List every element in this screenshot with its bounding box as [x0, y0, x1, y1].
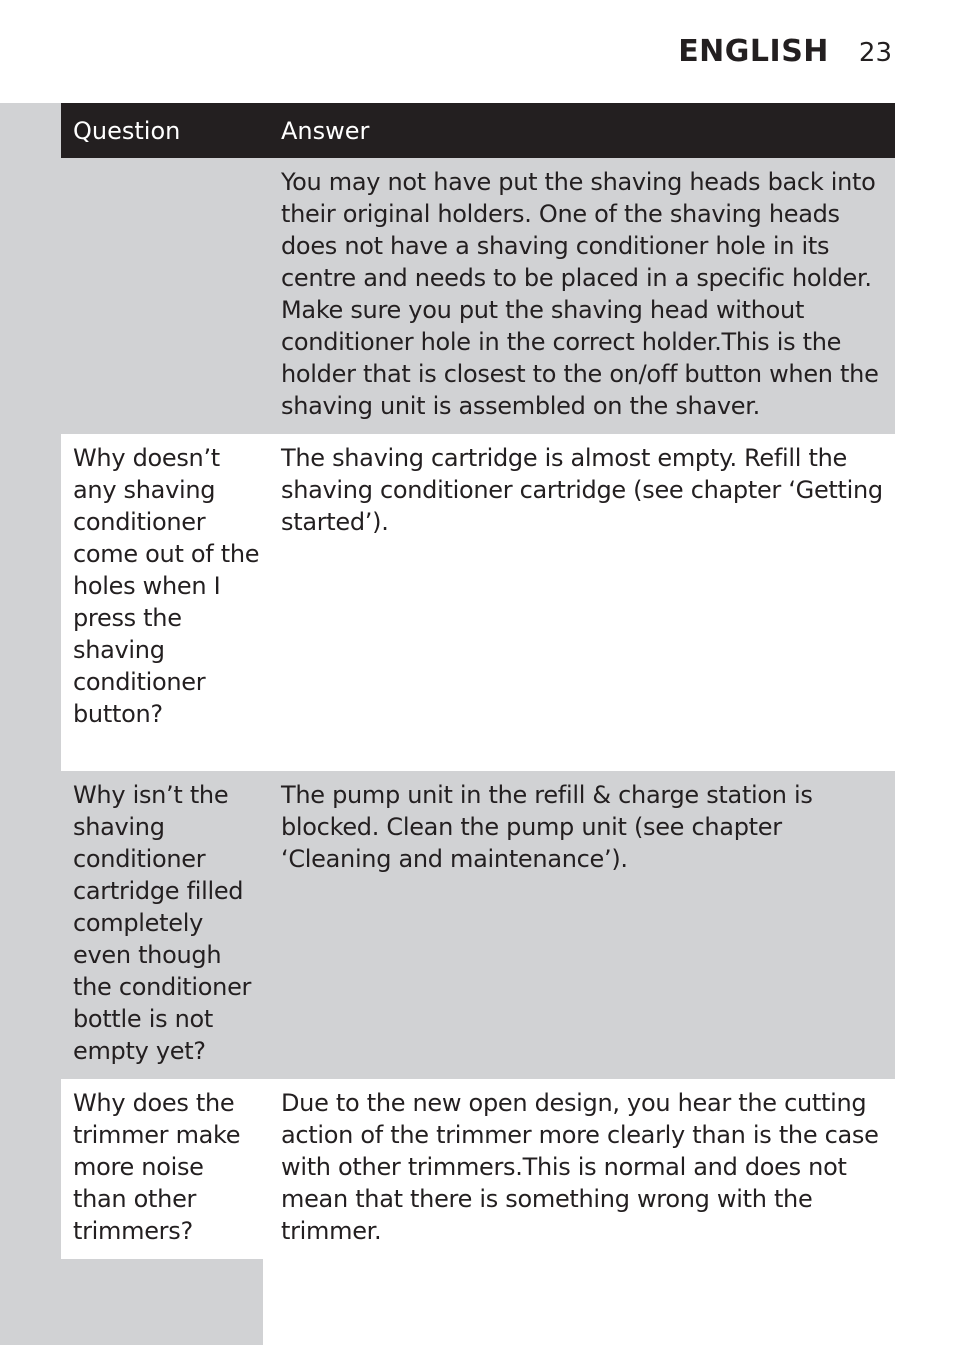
answer-cell: You may not have put the shaving heads back into their original holders. One of the shaving heads does not have a shaving conditioner hole in its centre and needs to be placed in a specific holder. Make sure you put the shaving head without conditioner hole in the correct holder.This is the holder that is closest to the on/off button when the shaving unit is assembled on the shaver. [269, 158, 895, 434]
language-heading: ENGLISH [678, 34, 829, 69]
answer-cell: Due to the new open design, you hear the cutting action of the trimmer more clearly than is the case with other trimmers.This is normal and does not mean that there is something wrong with the trimmer. [269, 1079, 895, 1259]
column-header-question: Question [61, 103, 269, 158]
table-row [61, 434, 895, 771]
table-row [61, 771, 895, 1079]
table-row [61, 1079, 895, 1259]
page-header [678, 34, 892, 69]
column-header-answer: Answer [269, 103, 895, 158]
table-header-row [61, 103, 895, 158]
question-cell: Why isn’t the shaving conditioner cartridge filled completely even though the conditioner bottle is not empty yet? [61, 771, 269, 1079]
table-row [61, 158, 895, 434]
answer-cell: The pump unit in the refill & charge station is blocked. Clean the pump unit (see chapter ‘Cleaning and maintenance’). [269, 771, 895, 1079]
question-cell: Why does the trimmer make more noise than other trimmers? [61, 1079, 269, 1259]
question-cell: Why doesn’t any shaving conditioner come out of the holes when I press the shaving conditioner button? [61, 434, 269, 771]
answer-cell: The shaving cartridge is almost empty. Refill the shaving conditioner cartridge (see chapter ‘Getting started’). [269, 434, 895, 771]
question-cell [61, 158, 269, 434]
troubleshooting-table [61, 103, 895, 1259]
page-number: 23 [858, 38, 892, 68]
